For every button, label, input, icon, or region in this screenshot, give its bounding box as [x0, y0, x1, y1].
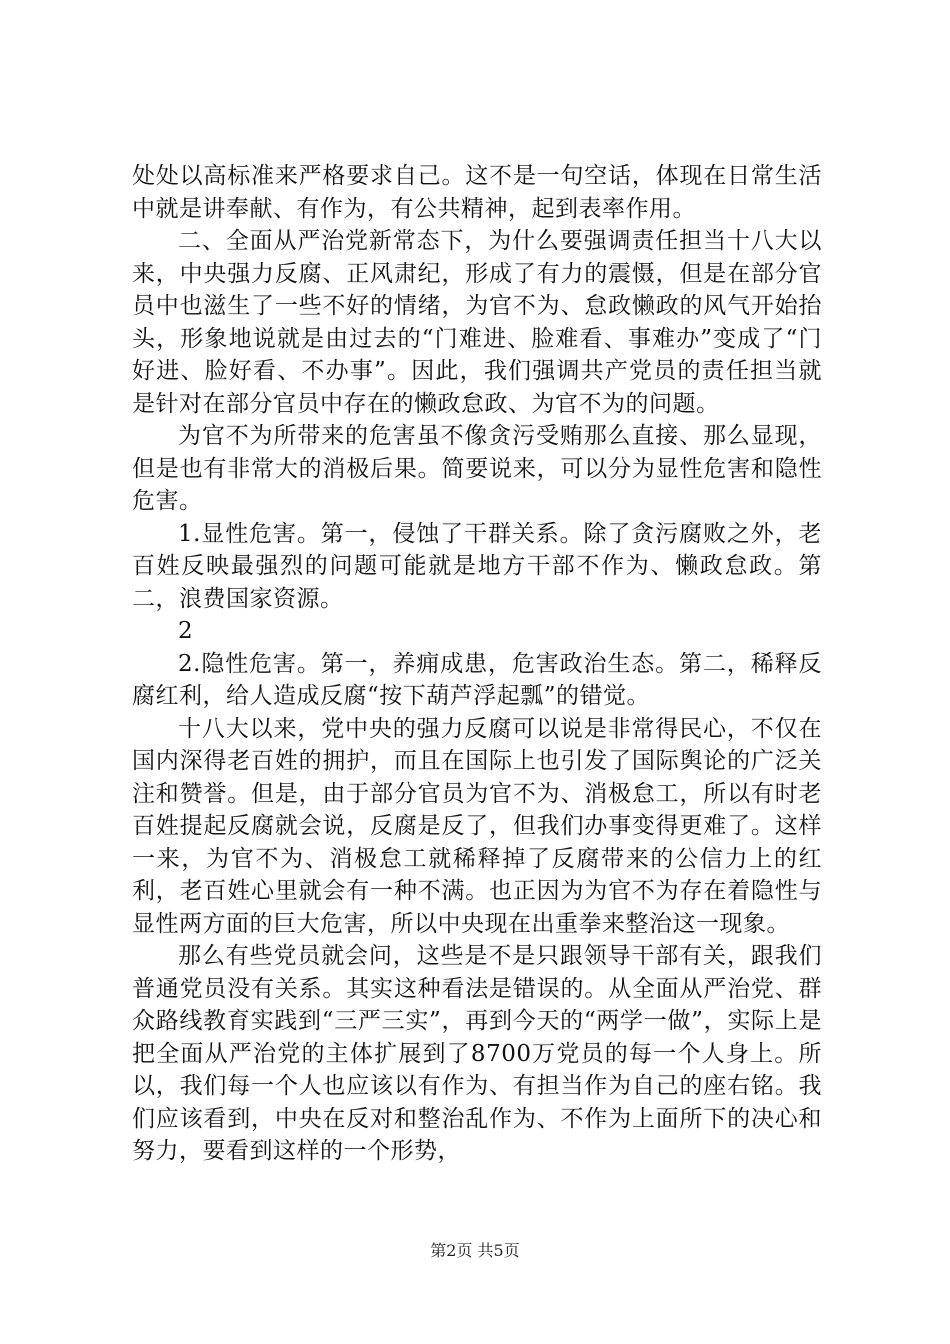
paragraph-party-members: 那么有些党员就会问，这些是不是只跟领导干部有关，跟我们普通党员没有关系。其实这种看法是错误的。从全面从严治党、群众路线教育实践到“三严三实”，再到今天的“两学一做”，实际上是把全面从严治党的主体扩展到了8700万党员的每一个人身上。所以，我们每一个人也应该以有作为、有担当作为自己的座右铭。我们应该看到，中央在反对和整治乱作为、不作为上面所下的决心和努力，要看到这样的一个形势， — [132, 943, 822, 1164]
paragraph-section-two: 二、全面从严治党新常态下，为什么要强调责任担当十八大以来，中央强力反腐、正风肃纪，形成了有力的震慑，但是在部分官员中也滋生了一些不好的情绪，为官不为、怠政懒政的风气开始抬头，形象地说就是由过去的“门难进、脸难看、事难办”变成了“门好进、脸好看、不办事”。因此，我们强调共产党员的责任担当就是针对在部分官员中存在的懒政怠政、为官不为的问题。 — [132, 228, 822, 417]
stray-number: 2 — [178, 618, 194, 644]
paragraph-implicit-harm: 2.隐性危害。第一，养痈成患，危害政治生态。第二，稀释反腐红利，给人造成反腐“按下葫芦浮起瓢”的错觉。 — [132, 650, 822, 709]
paragraph-continuation: 处处以高标准来严格要求自己。这不是一句空话，体现在日常生活中就是讲奉献、有作为，有公共精神，起到表率作用。 — [132, 163, 822, 222]
document-body — [132, 160, 822, 1168]
paragraph-harm-overview: 为官不为所带来的危害虽不像贪污受贿那么直接、那么显现，但是也有非常大的消极后果。简要说来，可以分为显性危害和隐性危害。 — [132, 423, 822, 514]
paragraph-explicit-harm: 1.显性危害。第一，侵蚀了干群关系。除了贪污腐败之外，老百姓反映最强烈的问题可能就是地方干部不作为、懒政怠政。第二，浪费国家资源。 — [132, 520, 822, 612]
paragraph-anti-corruption: 十八大以来，党中央的强力反腐可以说是非常得民心，不仅在国内深得老百姓的拥护，而且在国际上也引发了国际舆论的广泛关注和赞誉。但是，由于部分官员为官不为、消极怠工，所以有时老百姓提起反腐就会说，反腐是反了，但我们办事变得更难了。这样一来，为官不为、消极怠工就稀释掉了反腐带来的公信力上的红利，老百姓心里就会有一种不满。也正因为为官不为存在着隐性与显性两方面的巨大危害，所以中央现在出重拳来整治这一现象。 — [132, 715, 822, 937]
page-footer: 第2页 共5页 — [430, 1241, 520, 1260]
